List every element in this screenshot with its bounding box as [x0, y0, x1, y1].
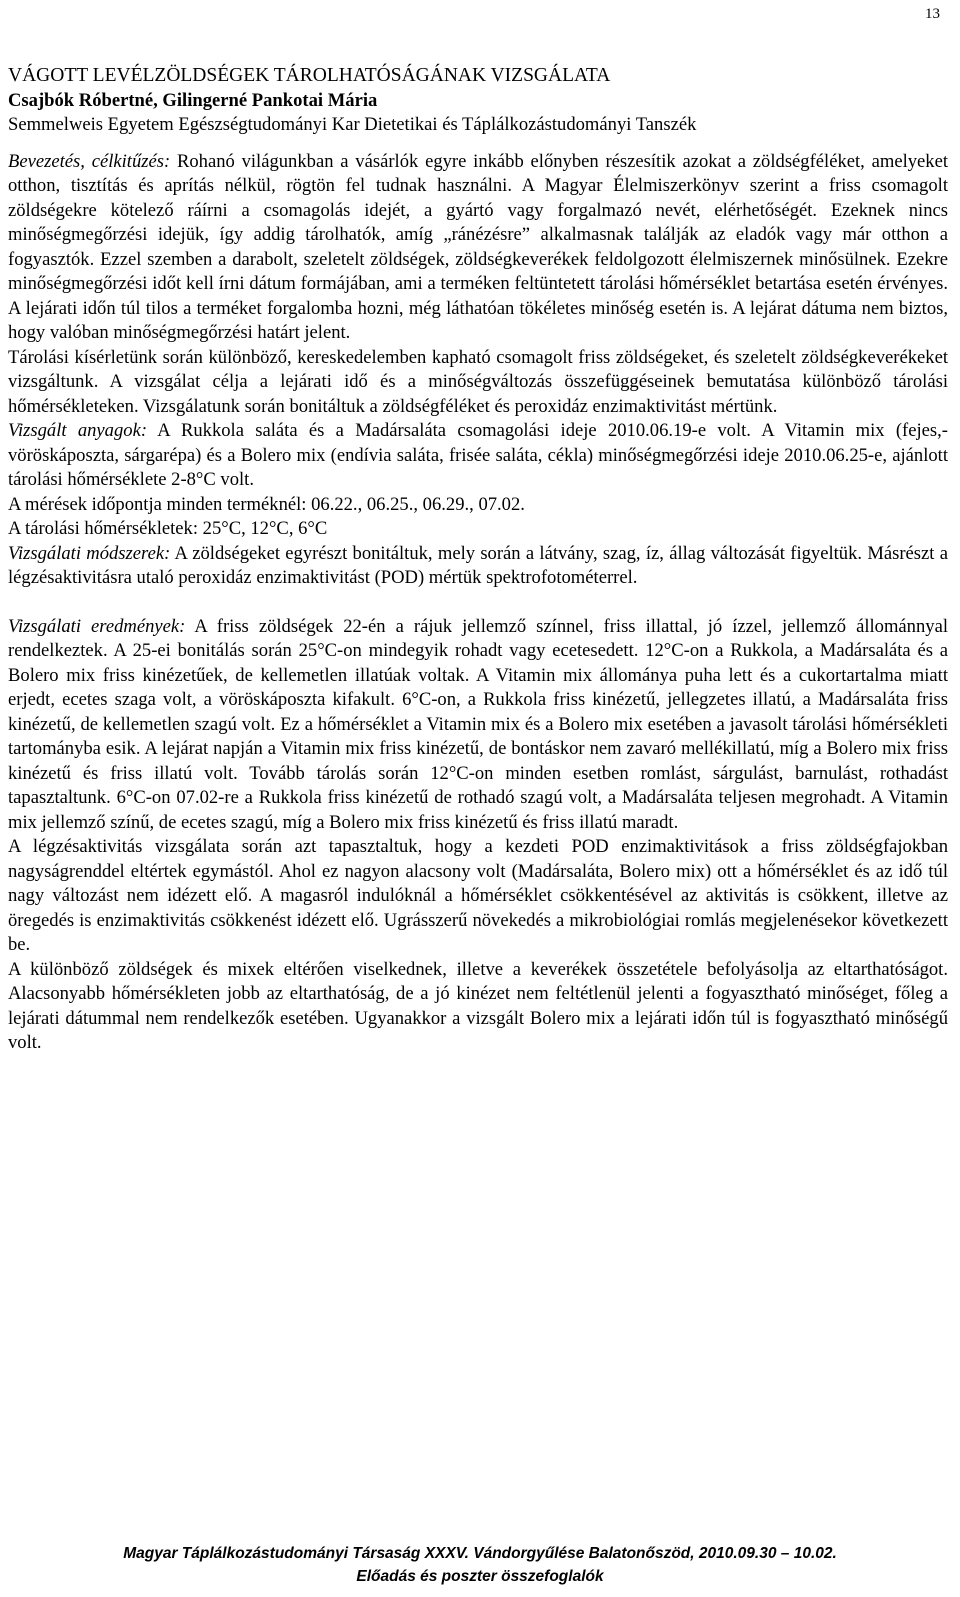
- paper-title: VÁGOTT LEVÉLZÖLDSÉGEK TÁROLHATÓSÁGÁNAK VIZSGÁLATA: [8, 65, 611, 86]
- intro-text: Rohanó világunkban a vásárlók egyre inkább előnyben részesítik azokat a zöldségféléket, amelyeket otthon, tisztítás és aprítás nélkül, rögtön fel tudnak használni. A Magyar Élelmiszerkönyv szerint a friss csomagolt zöldségekre kötelező ráírni a csomagolás idejét, a gyártó vagy forgalmazó nevét, elérhetőségét. Ezeknek nincs minőségmegőrzési idejük, így addig tárolhatók, amíg „ránézésre” alkalmasnak találják az eladók vagy már otthon a fogyasztók. Ezzel szemben a darabolt, szeletelt zöldségek, zöldségkeverékek feldolgozott élelmiszernek minősülnek. Ezekre minőségmegőrzési időt kell írni dátum formájában, ami a terméken feltüntetett tárolási hőmérséklet betartása esetén érvényes. A lejárati időn túl tilos a terméket forgalomba hozni, még láthatóan tökéletes minőség esetén is. A lejárat dátuma nem biztos, hogy valóban minőségmegőrzési határt jelent.: [8, 150, 949, 343]
- results-lead: Vizsgálati eredmények:: [8, 615, 186, 637]
- methods-paragraph: [8, 542, 948, 591]
- materials-text: A Rukkola saláta és a Madársaláta csomagolási ideje 2010.06.19-e volt. A Vitamin mix (fejes,- vöröskáposzta, sárgarépa) és a Bolero mix (endívia saláta, frisée saláta, cékla) minőségmegőrzési ideje 2010.06.25-e, ajánlott tárolási hőmérséklete 2-8°C volt.: [8, 420, 948, 490]
- intro-paragraph: [8, 150, 948, 346]
- footer-subtitle: Előadás és poszter összefoglalók: [356, 1568, 604, 1585]
- aims-paragraph: Tárolási kísérletünk során különböző, kereskedelemben kapható csomagolt friss zöldségeket, és szeletelt zöldségkeverékeket vizsgáltunk. A vizsgálat célja a lejárati idő és a minőségváltozás összefüggéseinek bemutatása különböző tárolási hőmérsékleteken. Vizsgálatunk során bonitáltuk a zöldségféléket és peroxidáz enzimaktivitást mértünk.: [8, 346, 948, 417]
- methods-lead: Vizsgálati módszerek:: [8, 542, 171, 564]
- materials-lead: Vizsgált anyagok:: [8, 420, 148, 441]
- results-text: A friss zöldségek 22-én a rájuk jellemző színnel, friss illattal, jó ízzel, jellemző állománnyal rendelkeztek. A 25-ei bonitálás során 25°C-on mindegyik rohadt vagy ecetesedett. 12°C-on a Rukkola, a Madársaláta és a Bolero mix friss kinézetűek, de kellemetlen illatúak voltak. A Vitamin mix állománya puha lett és a cukortartalma miatt erjedt, ecetes szaga volt, a vöröskáposzta kifakult. 6°C-on, a Rukkola friss kinézetű, jellegzetes illatú, a Madársaláta friss kinézetű, de kellemetlen szagú volt. Ez a hőmérséklet a Vitamin mix és a Bolero mix esetében a javasolt tárolási hőmérsékleti tartományba esik. A lejárat napján a Vitamin mix friss kinézetű, de bontáskor nem zavaró mellékillatú, míg a Bolero mix friss kinézetű és friss illatú volt. Tovább tárolás során 12°C-on minden esetben romlást, sárgulást, barnulást, rothadást tapasztaltunk. 6°C-on 07.02-re a Rukkola friss kinézetű de rothadó szagú volt, a Madársaláta teljesen megrohadt. A Vitamin mix jellemző színű, de ecetes szagú, míg a Bolero mix friss kinézetű és friss illatú maradt.: [8, 615, 948, 833]
- measure-dates: A mérések időpontja minden terméknél: 06.22., 06.25., 06.29., 07.02.: [8, 493, 525, 515]
- results-paragraph: [8, 615, 948, 836]
- respiration-paragraph: A légzésaktivitás vizsgálata során azt tapasztaltuk, hogy a kezdeti POD enzimaktivitások a friss zöldségfajokban nagyságrenddel eltértek egymástól. Ahol ez nagyon alacsony volt (Madársaláta, Bolero mix) ott a hőmérséklet és az idő túl nagy változást nem idézett elő. A magasról indulóknál a hőmérséklet csökkentésével az aktivitás is csökkent, illetve az öregedés is enzimaktivitás csökkenést idézett elő. Ugrásszerű növekedés a mikrobiológiai romlás megjelenésekor következett be.: [8, 836, 948, 955]
- paper-affiliation: Semmelweis Egyetem Egészségtudományi Kar Dietetikai és Táplálkozástudományi Tanszék: [8, 114, 697, 135]
- page-number: 13: [925, 6, 940, 22]
- materials-paragraph: [8, 419, 948, 493]
- intro-lead: Bevezetés, célkitűzés:: [8, 150, 171, 172]
- paper-authors: Csajbók Róbertné, Gilingerné Pankotai Mária: [8, 89, 378, 111]
- footer-conference: Magyar Táplálkozástudományi Társaság XXXV. Vándorgyűlése Balatonőszöd, 2010.09.30 – 10.02.: [123, 1545, 837, 1562]
- conclusion-paragraph: A különböző zöldségek és mixek eltérően viselkednek, illetve a keverékek összetétele befolyásolja az eltarthatóságot. Alacsonyabb hőmérsékleten jobb az eltarthatóság, de a jó kinézet nem feltétlenül jelenti a fogyasztható minőséget, főleg a lejárati dátummal nem rendelkezők esetében. Ugyanakkor a vizsgált Bolero mix a lejárati időn túl is fogyasztható minőségű volt.: [8, 958, 948, 1053]
- storage-temperatures: A tárolási hőmérsékletek: 25°C, 12°C, 6°C: [8, 518, 328, 539]
- article: [8, 64, 948, 1056]
- methods-text: A zöldségeket egyrészt bonitáltuk, mely során a látvány, szag, íz, állag változását figyeltük. Másrészt a légzésaktivitásra utaló peroxidáz enzimaktivitást (POD) mértük spektrofotométerrel.: [8, 542, 948, 588]
